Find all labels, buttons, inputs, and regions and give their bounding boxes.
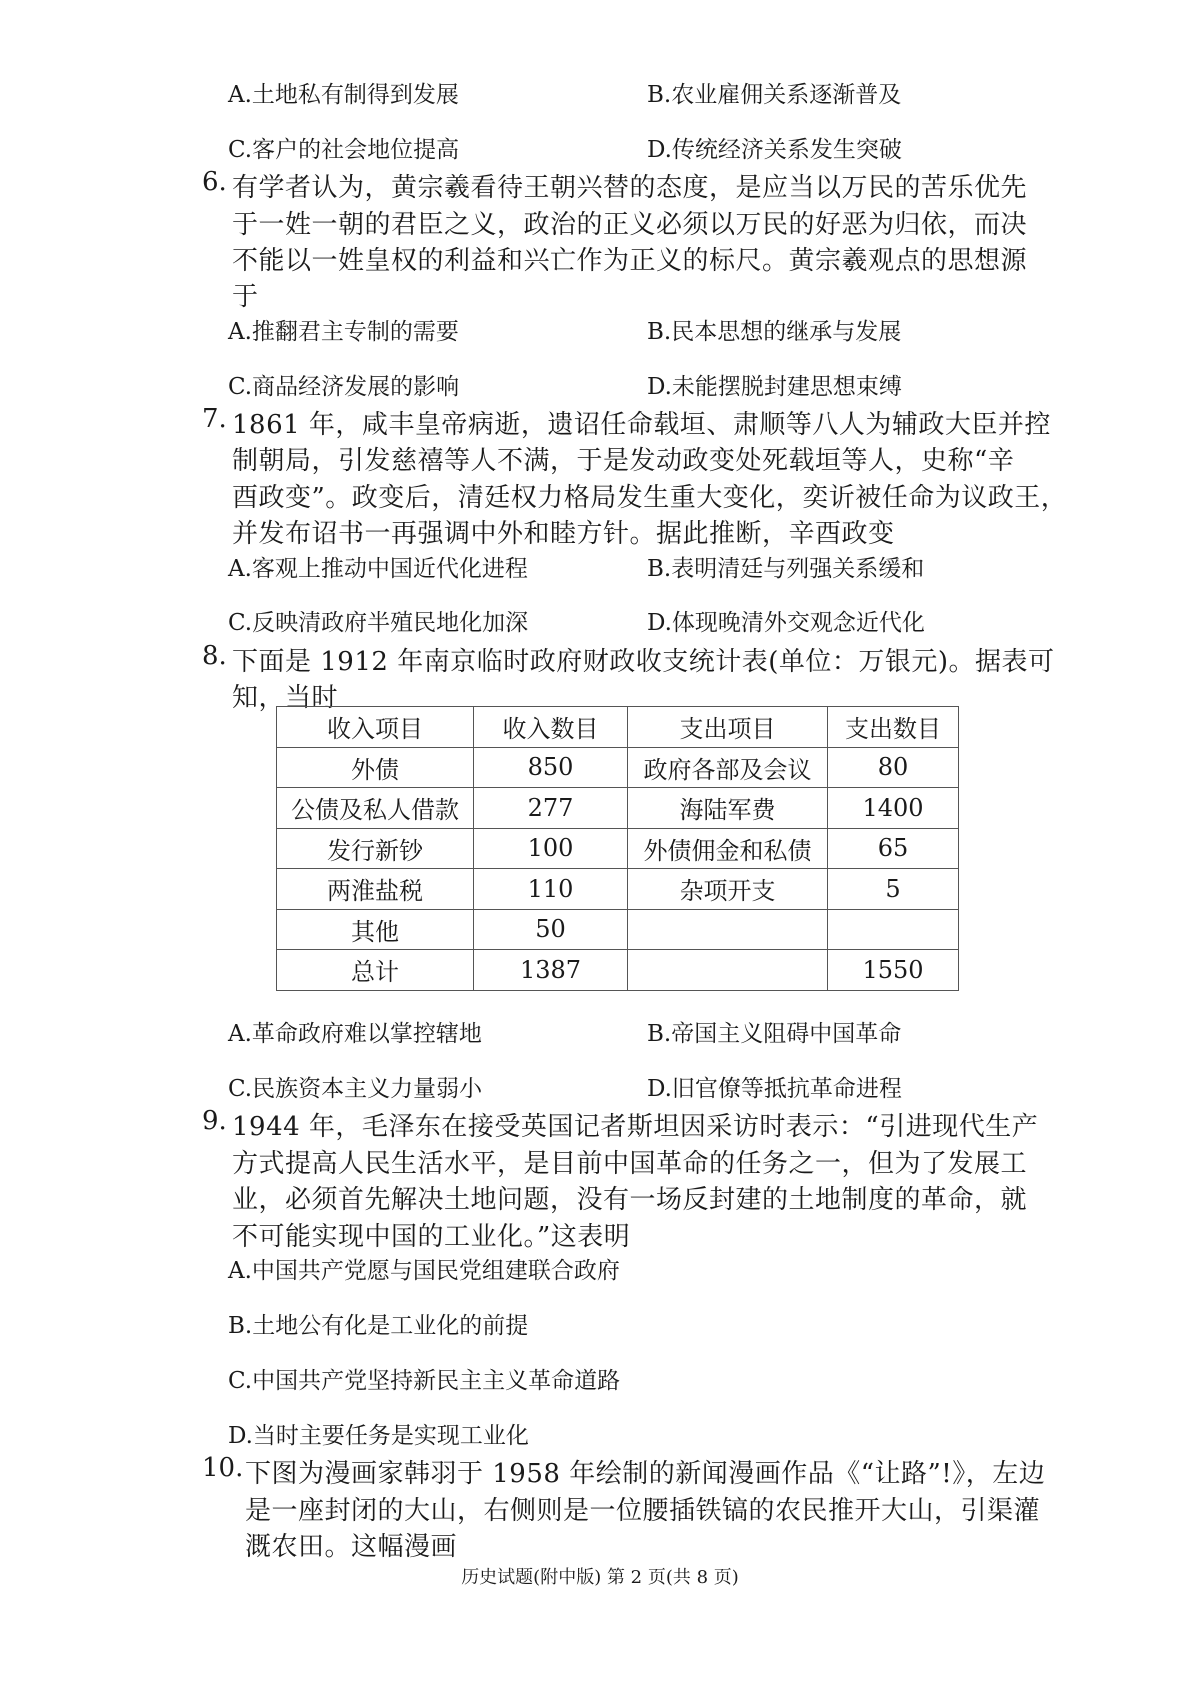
q9-option-b: B.土地公有化是工业化的前提 — [228, 1313, 529, 1339]
q9-stem-line-4: 不可能实现中国的工业化。”这表明 — [232, 1222, 631, 1252]
table-header-cell: 支出项目 — [628, 707, 828, 748]
q6-stem-line-3: 不能以一姓皇权的利益和兴亡作为正义的标尺。黄宗羲观点的思想源 — [232, 246, 1028, 276]
q6-stem-line-1: 有学者认为，黄宗羲看待王朝兴替的态度，是应当以万民的苦乐优先 — [232, 173, 1028, 203]
table-cell: 80 — [828, 747, 959, 788]
q10-number: 10. — [202, 1453, 244, 1483]
table-header-cell: 支出数目 — [828, 707, 959, 748]
q8-stem-line-2: 知，当时 — [232, 683, 339, 713]
table-cell: 100 — [474, 828, 628, 869]
q7-option-b: B.表明清廷与列强关系缓和 — [647, 556, 925, 582]
q6-option-a: A.推翻君主专制的需要 — [228, 319, 459, 345]
finance-table — [276, 706, 959, 991]
q9-number: 9. — [202, 1106, 227, 1136]
table-cell: 1550 — [828, 950, 959, 991]
q9-stem-line-2: 方式提高人民生活水平，是目前中国革命的任务之一，但为了发展工 — [232, 1149, 1028, 1179]
q9-option-a: A.中国共产党愿与国民党组建联合政府 — [228, 1258, 620, 1284]
table-cell: 海陆军费 — [628, 788, 828, 829]
q8-stem-line-1: 下面是 1912 年南京临时政府财政收支统计表(单位：万银元)。据表可 — [232, 647, 1055, 677]
table-cell: 5 — [828, 869, 959, 910]
table-cell: 公债及私人借款 — [277, 788, 474, 829]
table-cell: 杂项开支 — [628, 869, 828, 910]
q7-option-a: A.客观上推动中国近代化进程 — [228, 556, 528, 582]
q7-stem-line-1: 1861 年，咸丰皇帝病逝，遗诏任命载垣、肃顺等八人为辅政大臣并控 — [232, 410, 1051, 440]
q7-stem-line-4: 并发布诏书一再强调中外和睦方针。据此推断，辛酉政变 — [232, 519, 895, 549]
table-row — [277, 950, 959, 991]
q5-option-c: C.客户的社会地位提高 — [228, 137, 460, 163]
q6-option-b: B.民本思想的继承与发展 — [647, 319, 902, 345]
table-cell: 850 — [474, 747, 628, 788]
q10-stem-line-2: 是一座封闭的大山，右侧则是一位腰插铁镐的农民推开大山，引渠灌 — [245, 1496, 1041, 1526]
table-cell: 外债佣金和私债 — [628, 828, 828, 869]
q10-stem-line-1: 下图为漫画家韩羽于 1958 年绘制的新闻漫画作品《“让路”!》，左边 — [245, 1459, 1046, 1489]
q7-option-d: D.体现晚清外交观念近代化 — [647, 610, 925, 636]
q8-option-d: D.旧官僚等抵抗革命进程 — [647, 1076, 902, 1102]
table-header-cell: 收入项目 — [277, 707, 474, 748]
q6-stem-line-2: 于一姓一朝的君臣之义，政治的正义必须以万民的好恶为归依，而决 — [232, 210, 1028, 240]
table-row — [277, 788, 959, 829]
table-cell: 政府各部及会议 — [628, 747, 828, 788]
table-cell: 1400 — [828, 788, 959, 829]
table-header-row — [277, 707, 959, 748]
q9-stem-line-3: 业，必须首先解决土地问题，没有一场反封建的土地制度的革命，就 — [232, 1185, 1028, 1215]
q7-stem-line-2: 制朝局，引发慈禧等人不满，于是发动政变处死载垣等人，史称“辛 — [232, 446, 1015, 476]
q9-stem-line-1: 1944 年，毛泽东在接受英国记者斯坦因采访时表示：“引进现代生产 — [232, 1112, 1039, 1142]
table-row — [277, 869, 959, 910]
table-cell: 65 — [828, 828, 959, 869]
table-row — [277, 828, 959, 869]
q5-option-a: A.土地私有制得到发展 — [228, 82, 459, 108]
q6-number: 6. — [202, 167, 227, 197]
q5-option-d: D.传统经济关系发生突破 — [647, 137, 902, 163]
q8-option-c: C.民族资本主义力量弱小 — [228, 1076, 483, 1102]
table-header-cell: 收入数目 — [474, 707, 628, 748]
table-cell: 其他 — [277, 909, 474, 950]
q10-stem-line-3: 溉农田。这幅漫画 — [245, 1532, 458, 1562]
table-cell — [628, 950, 828, 991]
table-row — [277, 747, 959, 788]
q6-option-d: D.未能摆脱封建思想束缚 — [647, 374, 902, 400]
table-cell — [628, 909, 828, 950]
table-cell: 277 — [474, 788, 628, 829]
q9-option-c: C.中国共产党坚持新民主主义革命道路 — [228, 1368, 621, 1394]
q8-option-b: B.帝国主义阻碍中国革命 — [647, 1021, 902, 1047]
table-cell: 两淮盐税 — [277, 869, 474, 910]
q8-number: 8. — [202, 641, 227, 671]
q6-option-c: C.商品经济发展的影响 — [228, 374, 460, 400]
table-cell — [828, 909, 959, 950]
q7-option-c: C.反映清政府半殖民地化加深 — [228, 610, 529, 636]
table-cell: 50 — [474, 909, 628, 950]
table-row — [277, 909, 959, 950]
q6-stem-line-4: 于 — [232, 282, 259, 312]
table-cell: 110 — [474, 869, 628, 910]
table-cell: 外债 — [277, 747, 474, 788]
q7-number: 7. — [202, 404, 227, 434]
table-cell: 总计 — [277, 950, 474, 991]
q7-stem-line-3: 酉政变”。政变后，清廷权力格局发生重大变化，奕䜣被任命为议政王， — [232, 483, 1068, 513]
table-cell: 1387 — [474, 950, 628, 991]
page-footer: 历史试题(附中版) 第 2 页(共 8 页) — [461, 1567, 739, 1588]
table-cell: 发行新钞 — [277, 828, 474, 869]
q8-option-a: A.革命政府难以掌控辖地 — [228, 1021, 482, 1047]
q5-option-b: B.农业雇佣关系逐渐普及 — [647, 82, 902, 108]
q9-option-d: D.当时主要任务是实现工业化 — [228, 1423, 529, 1449]
